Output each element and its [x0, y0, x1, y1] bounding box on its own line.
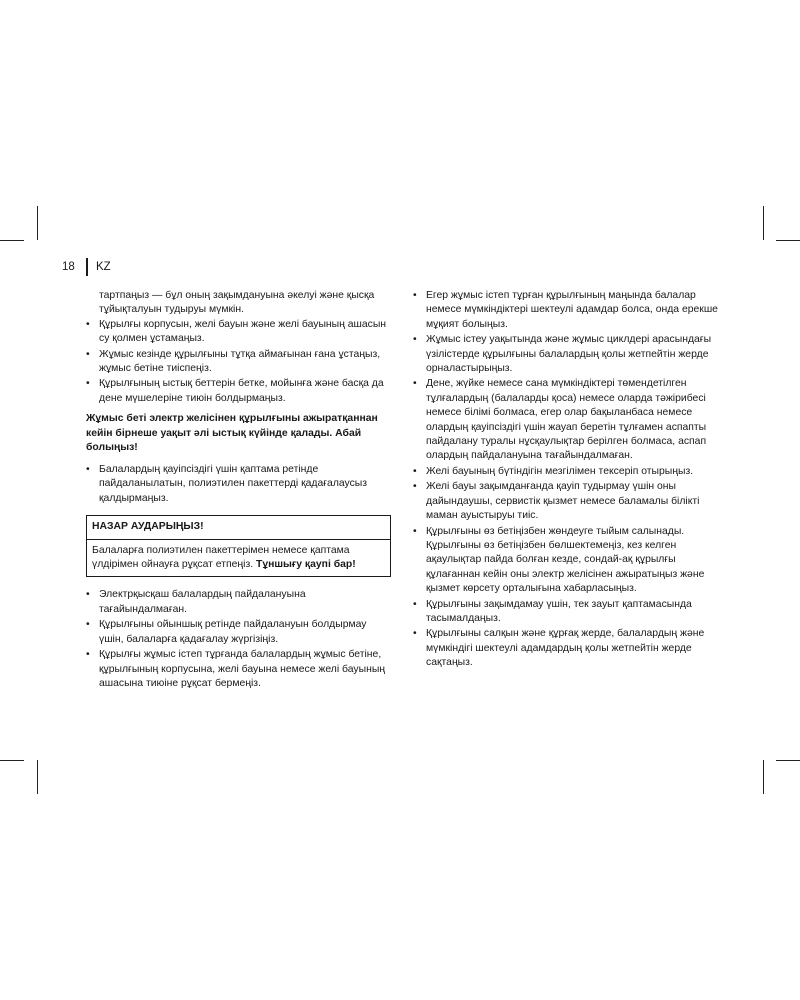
- list-item: • Құрылғы корпусын, желі бауын және желі бауының ашасын су қолмен ұстамаңыз.: [86, 318, 391, 347]
- crop-mark: [776, 240, 800, 241]
- header-divider: [86, 258, 88, 276]
- page-header: [62, 258, 111, 276]
- list-item: • Желі бауы зақымданғанда қауіп тудырмау үшін оны дайындаушы, сервистік қызмет немесе баламалы білікті маман ауыстыруы тиіс.: [413, 480, 729, 523]
- bullet-list-right: [413, 289, 729, 671]
- crop-mark: [0, 240, 24, 241]
- crop-mark: [776, 760, 800, 761]
- attention-body: [87, 540, 390, 577]
- list-item: • Құрылғыны салқын және құрғақ жерде, балалардың және мүмкіндігі шектеулі адамдардың қолы жетпейтін жерде сақтаңыз.: [413, 627, 729, 670]
- crop-mark: [763, 760, 764, 794]
- page-number: 18: [62, 261, 75, 273]
- attention-box: [86, 515, 391, 577]
- list-item: • Балалардың қауіпсіздігі үшін қаптама ретінде пайдаланылатын, полиэтилен пакеттерді қадағалаусыз қалдырмаңыз.: [86, 463, 391, 506]
- bold-warning: Жұмыс беті электр желісінен құрылғыны ажыратқаннан кейін бірнеше уақыт әлі ыстық күйінде қалады. Абай болыңыз!: [86, 413, 378, 454]
- list-item: • Желі бауының бүтіндігін мезгілімен тексеріп отырыңыз.: [413, 465, 729, 479]
- attention-text: Балаларға полиэтилен пакеттерімен немесе қаптама үлдірімен ойнауға рұқсат етпеңіз.: [92, 544, 350, 571]
- list-item: • Жұмыс істеу уақытында және жұмыс циклдері арасындағы үзілістерде құрылғыны балалардың қолы жетпейтін жерде орналастырыңыз.: [413, 333, 729, 376]
- crop-mark: [37, 206, 38, 240]
- bullet-list-2: [86, 463, 391, 506]
- continued-text: тартпаңыз — бұл оның зақымдануына әкелуі және қысқа тұйықталуын тудыруы мүмкін.: [99, 290, 375, 316]
- list-item: • Құрылғыны ойыншық ретінде пайдалануын болдырмау үшін, балаларға қадағалау жүргізіңіз.: [86, 618, 391, 647]
- crop-mark: [0, 760, 24, 761]
- bullet-list-3: [86, 588, 391, 691]
- attention-title: НАЗАР АУДАРЫҢЫЗ!: [87, 516, 390, 539]
- list-item: • Электрқысқаш балалардың пайдалануына тағайындалмаған.: [86, 588, 391, 617]
- list-item: • Құрылғыны өз бетіңізбен жөндеуге тыйым салынады. Құрылғыны өз бетіңізбен бөлшектемеңіз, кез келген ақаулықтар пайда болған кезде, сондай-ақ құрылғы құлағаннан кейін оны электр желісінен ажыратыңыз және қызмет көрсету орталығына хабарласыңыз.: [413, 525, 729, 597]
- left-column: [86, 289, 391, 692]
- list-item: • Құрылғы жұмыс істеп тұрғанда балалардың жұмыс бетіне, құрылғының корпусына, желі бауына немесе желі бауының ашасына тиюіне рұқсат бермеңіз.: [86, 648, 391, 691]
- list-item: • Дене, жүйке немесе сана мүмкіндіктері төмендетілген тұлғалардың (балаларды қоса) немесе оларда тәжірибесі немесе білімі болмаса, егер олар бақыланбаса немесе олардың қауіпсіздігі үшін жауап беретін тұлғамен аспапты пайдалану туралы нұсқаулықтар берілген болмаса, аспап олардың пайдалануына тағайындалмаған.: [413, 377, 729, 463]
- language-code: KZ: [96, 261, 111, 273]
- right-column: [413, 289, 729, 672]
- bullet-list-1: [86, 318, 391, 406]
- attention-emphasis: Тұншығу қаупі бар!: [256, 559, 356, 571]
- crop-mark: [763, 206, 764, 240]
- list-item: • Егер жұмыс істеп тұрған құрылғының маңында балалар немесе мүмкіндіктері шектеулі адамдар болса, онда ерекше мұқият болыңыз.: [413, 289, 729, 332]
- list-item: • Құрылғыны зақымдамау үшін, тек зауыт қаптамасында тасымалдаңыз.: [413, 598, 729, 627]
- crop-mark: [37, 760, 38, 794]
- list-item: • Жұмыс кезінде құрылғыны тұтқа аймағынан ғана ұстаңыз, жұмыс бетіне тиіспеңіз.: [86, 348, 391, 377]
- list-item: • Құрылғының ыстық беттерін бетке, мойынға және басқа да дене мүшелеріне тиюін болдырмаңыз.: [86, 377, 391, 406]
